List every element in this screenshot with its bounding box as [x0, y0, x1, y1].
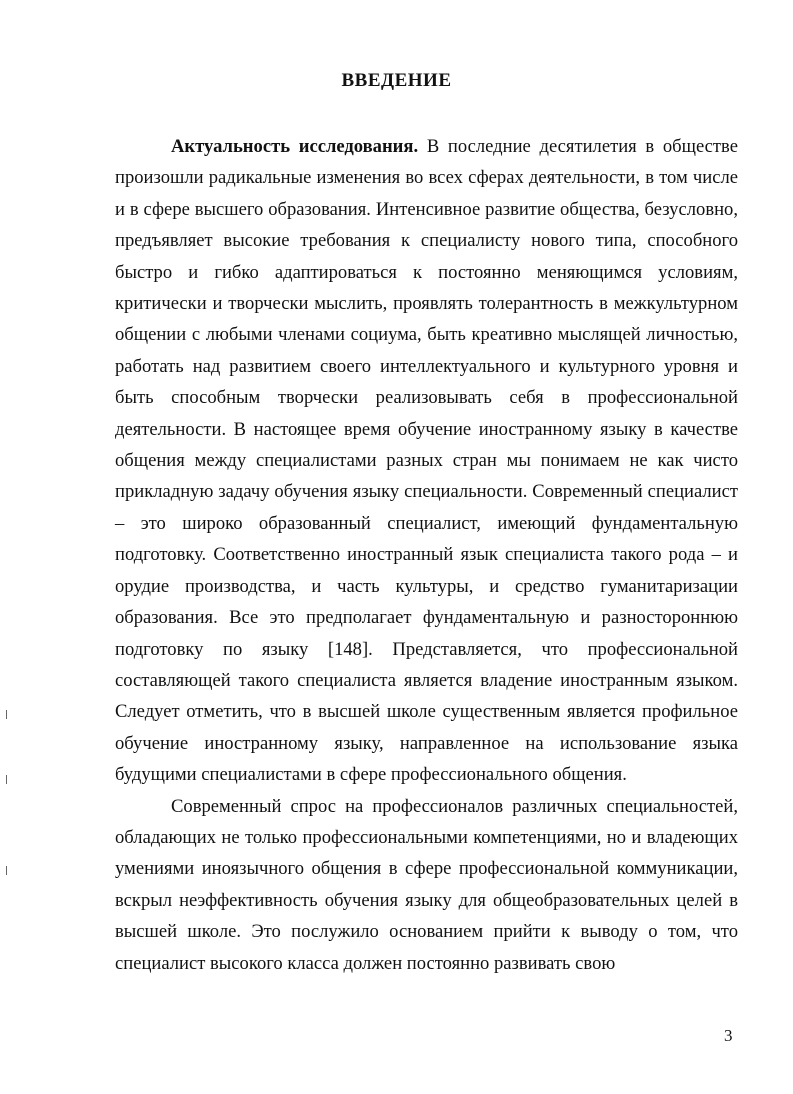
- body-text: [115, 131, 738, 979]
- paragraph-demand: Современный спрос на профессионалов различных специальностей, обладающих не только профессиональными компетенциями, но и владеющих умениями иноязычного общения в сфере профессиональной коммуникации, вскрыл неэффективность обучения языку для общеобразовательных целей в высшей школе. Это послужило основанием прийти к выводу о том, что специалист высокого класса должен постоянно развивать свою: [115, 795, 738, 974]
- paragraph-text: В последние десятилетия в обществе произошли радикальные изменения во всех сферах деятельности, в том числе и в сфере высшего образования. Интенсивное развитие общества, безусловно, предъявляет высокие требования к специалисту нового типа, способного быстро и гибко адаптироваться к постоянно меняющимся условиям, критически и творчески мыслить, проявлять толерантность в межкультурном общении с любыми членами социума, быть креативно мыслящей личностью, работать над развитием своего интеллектуального и культурного уровня и быть способным творчески реализовывать себя в профессиональной деятельности. В настоящее время обучение иностранному языку в качестве общения между специалистами разных стран мы понимаем не как чисто прикладную задачу обучения языку специальности. Современный специалист – это широко образованный специалист, имеющий фундаментальную подготовку. Соответственно иностранный язык специалиста такого рода – и орудие производства, и часть культуры, и средство гуманитаризации образования. Все это предполагает фундаментальную и разностороннюю подготовку по языку [148]. Представляется, что профессиональной составляющей такого специалиста является владение иностранным языком. Следует отметить, что в высшей школе существенным является профильное обучение иностранному языку, направленное на использование языка будущими специалистами в сфере профессионального общения.: [115, 136, 738, 786]
- paragraph-relevance: [115, 131, 738, 791]
- page-number: 3: [724, 1026, 733, 1045]
- page-title: ВВЕДЕНИЕ: [341, 70, 452, 91]
- scan-mark: [6, 710, 7, 719]
- paragraph-lead: Актуальность исследования.: [171, 136, 419, 157]
- scan-mark: [6, 775, 7, 784]
- scan-mark: [6, 866, 7, 875]
